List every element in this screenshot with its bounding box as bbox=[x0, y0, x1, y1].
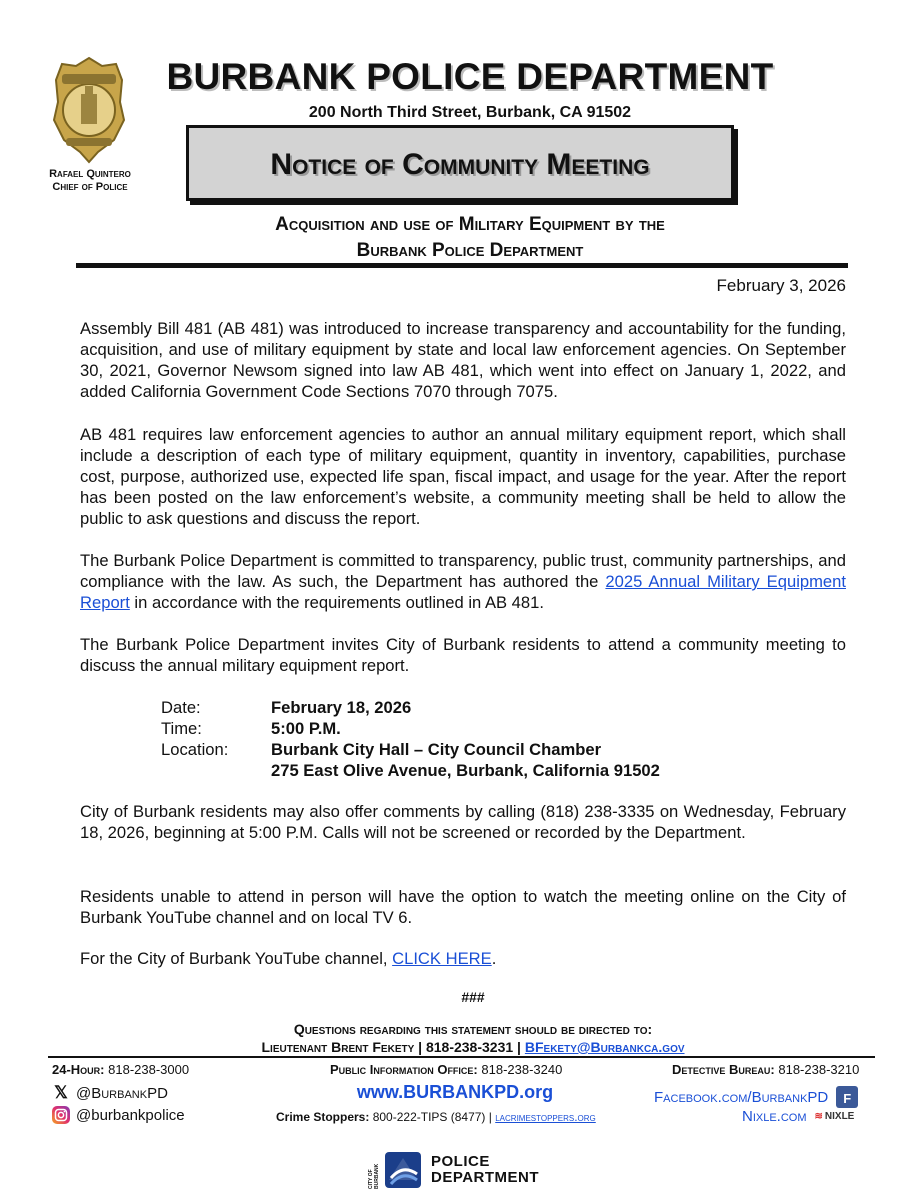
chief-signature-block bbox=[30, 168, 150, 194]
youtube-click-here-link[interactable]: CLICK HERE bbox=[392, 949, 492, 968]
website-link[interactable]: www.BURBANKPD.org bbox=[356, 1082, 554, 1102]
location-value bbox=[271, 739, 660, 781]
date-label: Date: bbox=[161, 698, 201, 717]
department-address: 200 North Third Street, Burbank, CA 91502 bbox=[308, 104, 632, 121]
paragraph-text: The Burbank Police Department is committed to transparency, public trust, community partnerships, and compliance with the law. As such, the Department has authored the bbox=[80, 551, 846, 591]
time-value: 5:00 P.M. bbox=[271, 719, 341, 738]
contact-line bbox=[150, 1038, 796, 1056]
footer-divider bbox=[48, 1056, 875, 1058]
footer-nixle-link[interactable] bbox=[742, 1108, 854, 1125]
footer-facebook-link[interactable] bbox=[654, 1086, 858, 1108]
department-title: BURBANK POLICE DEPARTMENT bbox=[166, 56, 774, 97]
paragraph-commitment bbox=[80, 550, 846, 613]
logo-line-1: POLICE bbox=[431, 1153, 490, 1170]
nixle-logo-text: NIXLE bbox=[824, 1111, 855, 1122]
meeting-details bbox=[161, 697, 660, 781]
meeting-date-row bbox=[161, 697, 660, 718]
paragraph-ab481-intro: Assembly Bill 481 (AB 481) was introduced to increase transparency and accountability for the funding, acquisition, and use of military equipment by state and local law enforcement agencies. On September 30, 2021, Governor Newsom signed into law AB 481, which went into effect on January 1, 2022, and added California Government Code Sections 7070 through 7075. bbox=[80, 319, 846, 401]
contact-phone: 818-238-3231 bbox=[425, 1039, 514, 1055]
footer-value: 818-238-3210 bbox=[778, 1062, 860, 1077]
footer-value: 818-238-3240 bbox=[481, 1062, 563, 1077]
contact-block bbox=[150, 1020, 796, 1056]
footer-instagram-link[interactable] bbox=[52, 1106, 185, 1124]
footer-24-hour bbox=[52, 1062, 189, 1077]
footer-pio bbox=[330, 1062, 562, 1077]
footer-label: Public Information Office: bbox=[330, 1062, 478, 1077]
nixle-icon: ≋ NIXLE bbox=[814, 1111, 855, 1122]
paragraph-watch-online: Residents unable to attend in person will have the option to watch the meeting online on the City of Burbank YouTube channel and on local TV 6. bbox=[80, 887, 846, 927]
contact-name: Lieutenant Brent Fekety bbox=[261, 1039, 415, 1055]
location-label: Location: bbox=[161, 740, 229, 759]
nixle-url: Nixle.com bbox=[742, 1108, 807, 1125]
x-handle: @BurbankPD bbox=[76, 1084, 168, 1102]
logo-text bbox=[431, 1154, 539, 1186]
instagram-icon bbox=[52, 1106, 70, 1124]
footer-x-link[interactable] bbox=[52, 1084, 168, 1102]
logo-small-text: CITY OF BURBANK bbox=[368, 1163, 380, 1189]
notice-title: Notice of Community Meeting bbox=[270, 148, 650, 181]
facebook-icon: f bbox=[836, 1086, 858, 1108]
footer-label: Crime Stoppers: bbox=[276, 1110, 370, 1124]
logo-line-2: DEPARTMENT bbox=[431, 1169, 540, 1186]
paragraph-phone-comments: City of Burbank residents may also offer comments by calling (818) 238-3335 on Wednesday, February 18, 2026, beginning at 5:00 P.M. Calls will not be screened or recorded by the Department. bbox=[80, 802, 846, 842]
separator: | bbox=[485, 1110, 496, 1124]
header-divider bbox=[76, 263, 848, 268]
paragraph-report-requirements: AB 481 requires law enforcement agencies to author an annual military equipment report, which shall include a description of each type of military equipment, quantity in inventory, capabilities, purchase cost, purpose, authorized use, expected life span, fiscal impact, and usage for the year. After the report has been posted on the law enforcement’s website, a community meeting shall be held to allow the public to ask questions and discuss the report. bbox=[80, 425, 846, 528]
location-line-1: Burbank City Hall – City Council Chamber bbox=[271, 740, 602, 759]
facebook-url: Facebook.com/BurbankPD bbox=[654, 1088, 829, 1106]
questions-heading: Questions regarding this statement should be directed to: bbox=[293, 1021, 653, 1037]
footer-value: 800-222-TIPS (8477) bbox=[372, 1110, 486, 1124]
annual-report-link[interactable]: 2025 Annual Military Equipment Report bbox=[80, 572, 846, 612]
paragraph-text: For the City of Burbank YouTube channel, bbox=[80, 949, 393, 968]
paragraph-text: . bbox=[491, 949, 497, 968]
footer-crime-stoppers bbox=[276, 1110, 596, 1124]
chief-name: Rafael Quintero bbox=[49, 168, 131, 180]
notice-title-box bbox=[186, 125, 734, 201]
instagram-handle: @burbankpolice bbox=[76, 1106, 185, 1124]
paragraph-text: in accordance with the requirements outlined in AB 481. bbox=[129, 593, 544, 612]
footer-label: 24-Hour: bbox=[52, 1062, 105, 1077]
subject-line-2: Burbank Police Department bbox=[356, 240, 584, 261]
time-label: Time: bbox=[161, 719, 202, 738]
notice-date: February 3, 2026 bbox=[716, 276, 846, 295]
crime-stoppers-link[interactable]: lacrimestoppers.org bbox=[495, 1110, 596, 1124]
end-marker: ### bbox=[461, 989, 485, 1005]
police-badge-icon bbox=[52, 56, 126, 164]
x-icon: 𝕏 bbox=[54, 1083, 68, 1102]
contact-email-link[interactable]: BFekety@Burbankca.gov bbox=[524, 1039, 685, 1055]
footer-detective bbox=[672, 1062, 859, 1077]
separator: | bbox=[513, 1039, 525, 1055]
footer-value: 818-238-3000 bbox=[108, 1062, 190, 1077]
paragraph-youtube bbox=[80, 948, 846, 969]
burbank-logo-icon bbox=[368, 1150, 423, 1190]
burbank-police-logo bbox=[368, 1150, 539, 1190]
chief-title: Chief of Police bbox=[52, 181, 128, 193]
paragraph-invitation: The Burbank Police Department invites City of Burbank residents to attend a community meeting to discuss the annual military equipment report. bbox=[80, 635, 846, 675]
meeting-location-row bbox=[161, 739, 660, 781]
separator: | bbox=[414, 1039, 426, 1055]
subject-heading bbox=[120, 212, 820, 264]
meeting-time-row bbox=[161, 718, 660, 739]
date-value: February 18, 2026 bbox=[271, 698, 412, 717]
footer-label: Detective Bureau: bbox=[672, 1062, 775, 1077]
subject-line-1: Acquisition and use of Military Equipment by the bbox=[275, 214, 665, 235]
location-line-2: 275 East Olive Avenue, Burbank, California 91502 bbox=[271, 761, 660, 780]
